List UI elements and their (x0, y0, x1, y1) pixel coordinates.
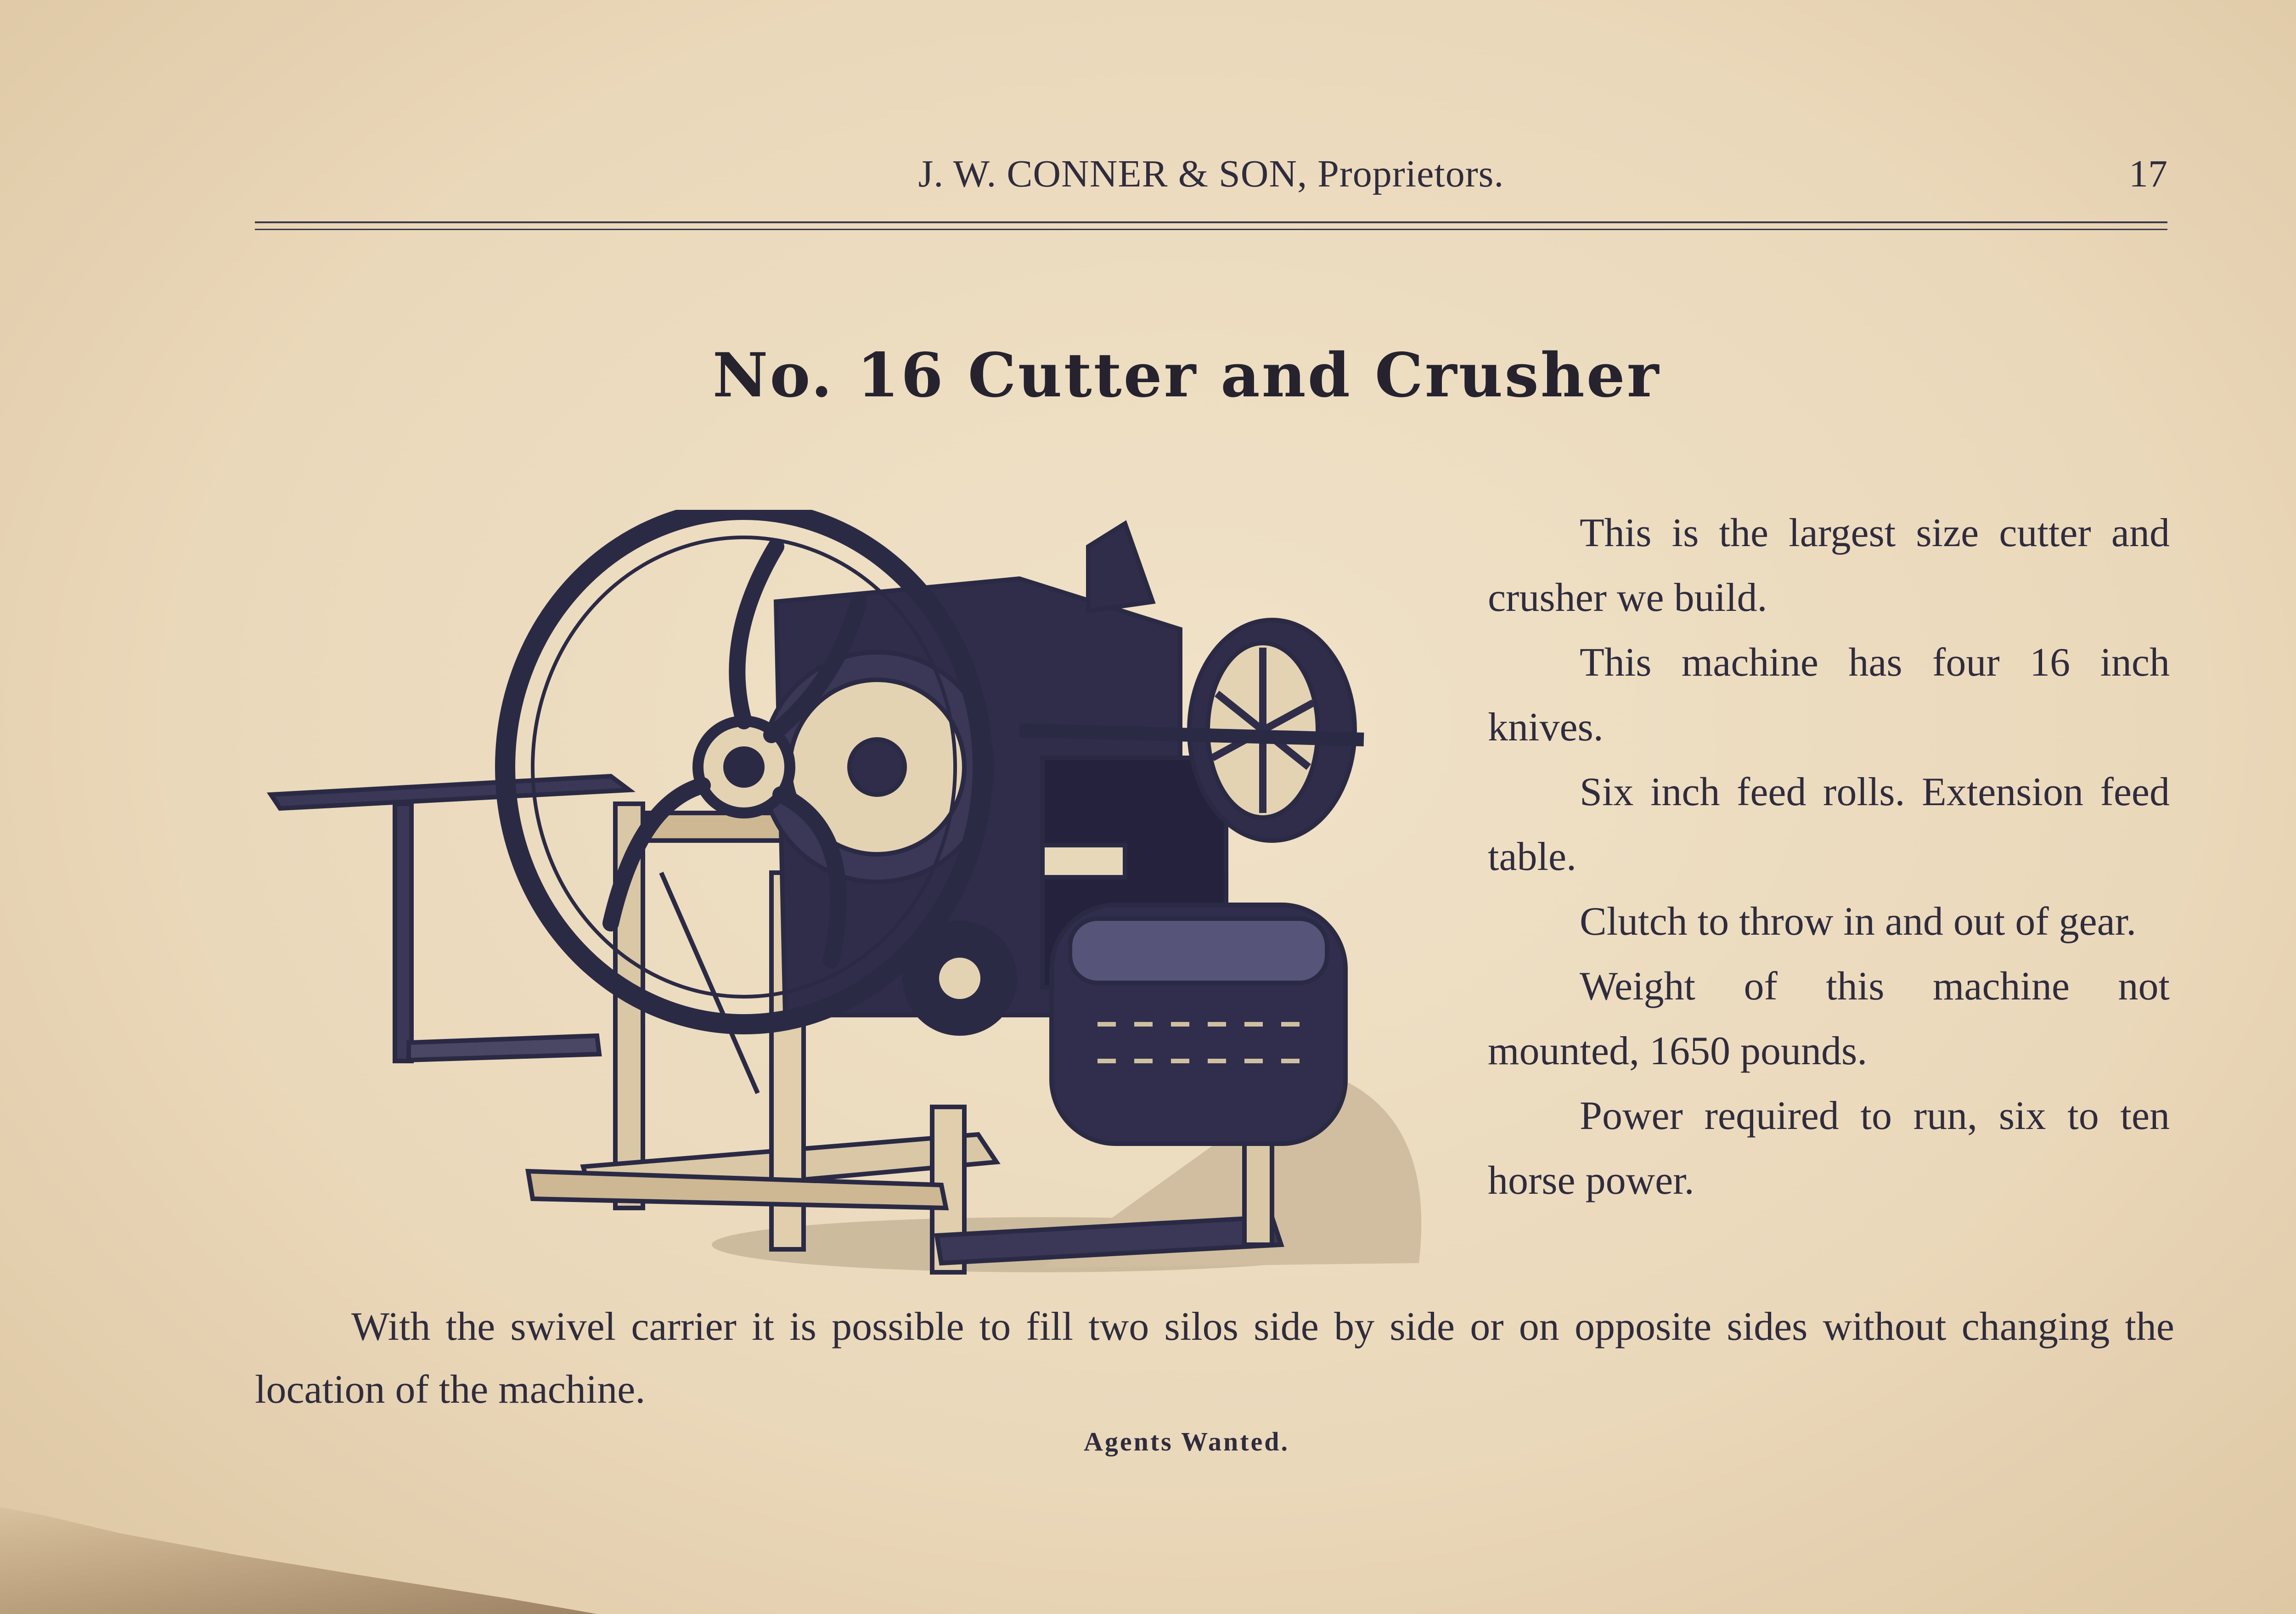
machine-illustration (262, 510, 1456, 1291)
header-rule-top (255, 221, 2167, 223)
page-title: No. 16 Cutter and Crusher (712, 340, 1661, 411)
swivel-paragraph: With the swivel carrier it is possible to fill two silos side by side or on opposite sides without changing the location of the machine. (255, 1304, 2174, 1412)
description (1488, 501, 2170, 1213)
desc-paragraph: This machine has four 16 inch knives. (1488, 640, 2170, 750)
running-title: J. W. CONNER & SON, Proprietors. (918, 152, 1504, 195)
agents-wanted-note: Agents Wanted. (1083, 1427, 1290, 1456)
page-number: 17 (2129, 152, 2167, 195)
desc-paragraph: This is the largest size cutter and crusher we build. (1488, 511, 2170, 620)
running-head (255, 152, 2167, 198)
desc-paragraph: Power required to run, six to ten horse power. (1488, 1094, 2170, 1203)
header-rule-bottom (255, 229, 2167, 230)
cutter-crusher-engraving (262, 510, 1456, 1291)
desc-paragraph: Six inch feed rolls. Extension feed table. (1488, 770, 2170, 879)
desc-paragraph: Weight of this machine not mounted, 1650 pounds. (1488, 964, 2170, 1073)
desc-paragraph: Clutch to throw in and out of gear. (1580, 899, 2137, 944)
